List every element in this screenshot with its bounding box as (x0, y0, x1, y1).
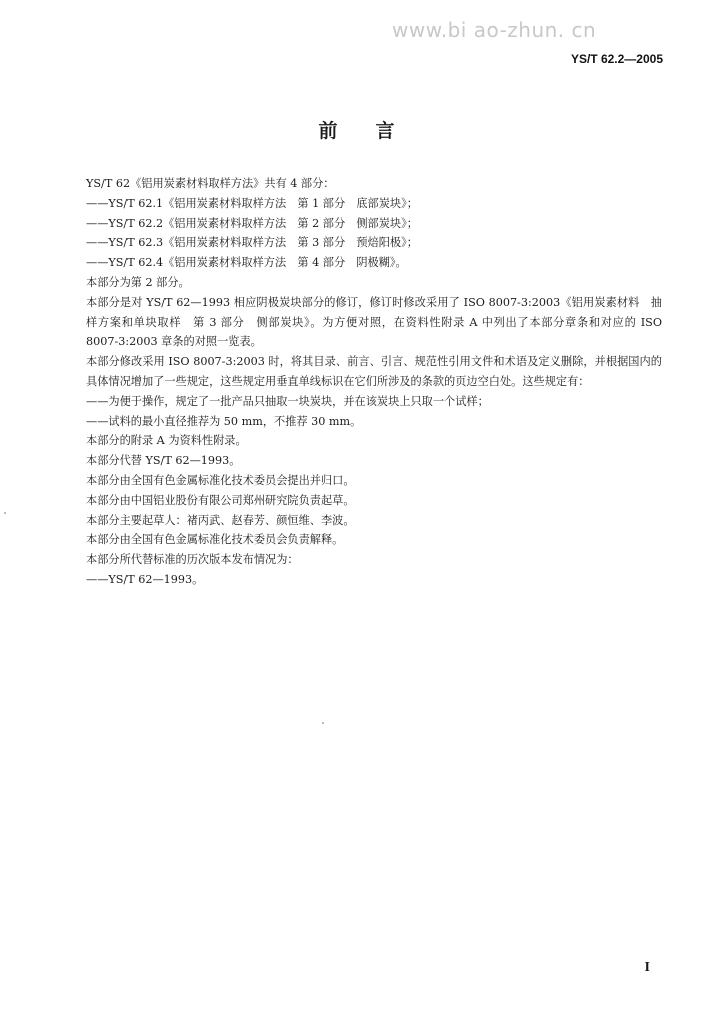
closing-line: 本部分由全国有色金属标准化技术委员会提出并归口。 (86, 473, 355, 487)
scan-speck (4, 512, 6, 514)
provision-item: ——试料的最小直径推荐为 50 mm，不推荐 30 mm。 (86, 414, 362, 428)
closing-line: 本部分所代替标准的历次版本发布情况为： (86, 553, 299, 567)
watermark-url: www.bi ao-zhun. cn (392, 18, 597, 42)
part-list-item: ——YS/T 62.2《铝用炭素材料取样方法 第 2 部分 侧部炭块》； (86, 216, 418, 230)
page-title: 前言 (318, 120, 433, 142)
modification-paragraph: 本部分修改采用 ISO 8007-3:2003 时，将其目录、前言、引言、规范性引用文件和术语及定义删除，并根据国内的具体情况增加了一些规定，这些规定用垂直单线标识在它们所涉及的条款的页边空白处。这些规定有： (86, 355, 662, 388)
closing-line: 本部分由中国铝业股份有限公司郑州研究院负责起草。 (86, 493, 355, 507)
page-number: I (644, 960, 650, 975)
history-item: ——YS/T 62—1993。 (86, 572, 204, 586)
revision-paragraph: 本部分是对 YS/T 62—1993 相应阴极炭块部分的修订，修订时修改采用了 ISO 8007-3:2003《铝用炭素材料 抽样方案和单块取样 第 3 部分 侧部炭块》。为方便对照，在资料性附录 A 中列出了本部分章条和对应的 ISO 8007-3:2003 章条的对照一览表。 (86, 295, 662, 349)
closing-line: 本部分由全国有色金属标准化技术委员会负责解释。 (86, 533, 344, 547)
scan-speck (322, 722, 324, 724)
part-list-item: ——YS/T 62.4《铝用炭素材料取样方法 第 4 部分 阴极糊》。 (86, 256, 407, 270)
closing-line: 本部分主要起草人：禇丙武、赵春芳、颜恒维、李波。 (86, 513, 355, 527)
closing-line: 本部分的附录 A 为资料性附录。 (86, 434, 247, 448)
provision-item: ——为便于操作，规定了一批产品只抽取一块炭块，并在该炭块上只取一个试样； (86, 394, 489, 408)
part-statement: 本部分为第 2 部分。 (86, 275, 190, 289)
standard-code: YS/T 62.2—2005 (570, 52, 663, 66)
part-list-item: ——YS/T 62.3《铝用炭素材料取样方法 第 3 部分 预焙阳极》； (86, 236, 418, 250)
closing-line: 本部分代替 YS/T 62—1993。 (86, 454, 241, 468)
part-list-item: ——YS/T 62.1《铝用炭素材料取样方法 第 1 部分 底部炭块》； (86, 196, 418, 210)
document-body (62, 174, 662, 590)
intro-line: YS/T 62《铝用炭素材料取样方法》共有 4 部分： (86, 177, 335, 190)
